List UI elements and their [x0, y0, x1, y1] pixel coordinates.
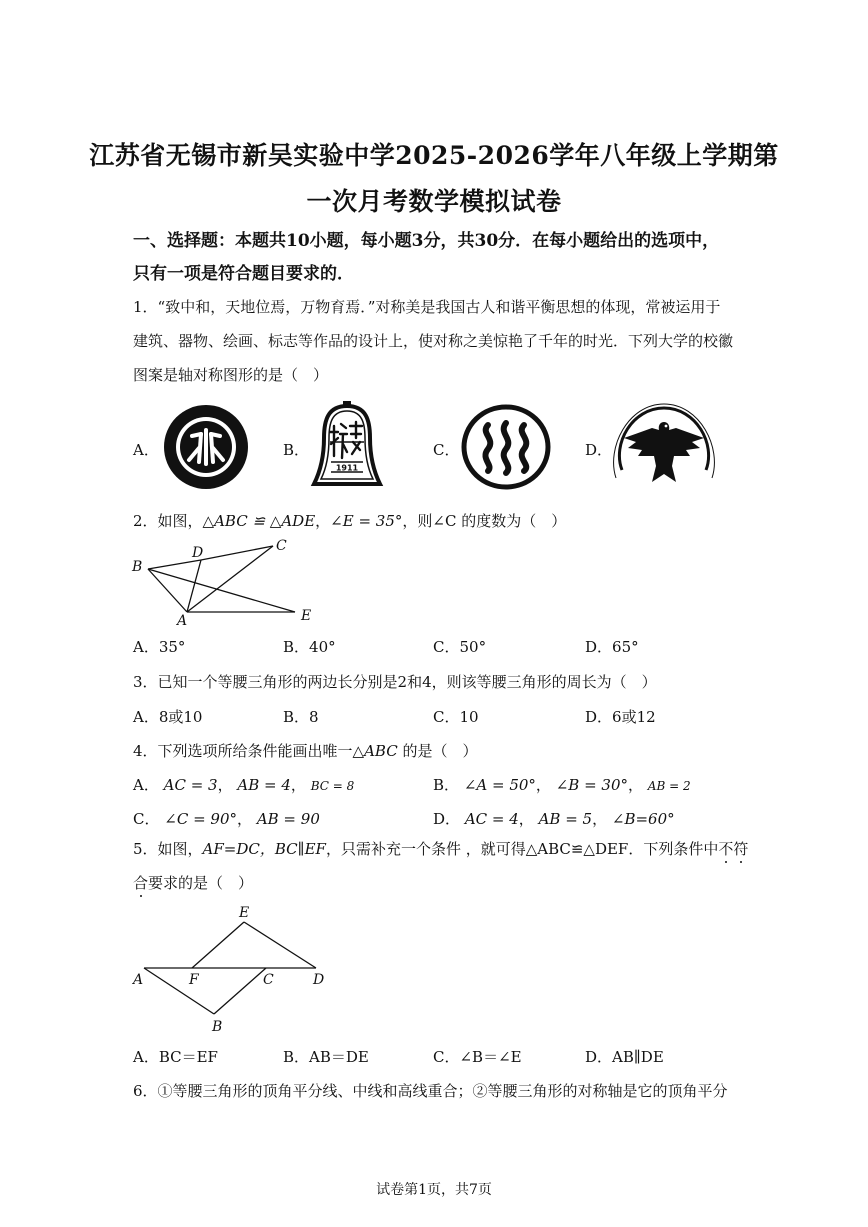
q5-line2	[133, 872, 253, 893]
q4-stem	[133, 740, 478, 761]
q5-label-f: F	[189, 972, 199, 988]
logo-b-image	[310, 398, 384, 492]
q2-triangle-figure	[128, 536, 328, 629]
q5-option-d: D．AB∥DE	[585, 1048, 664, 1066]
q4-stem-b: 的是（ ）	[397, 742, 478, 760]
section-heading-line2: 只有一项是符合题目要求的．	[133, 264, 354, 284]
q4-option-c-label: C．	[133, 810, 160, 828]
q2-label-c: C	[276, 538, 287, 554]
q4-option-c	[133, 808, 320, 829]
q4-option-d-label: D．	[433, 810, 461, 828]
q5-label-a: A	[133, 972, 144, 988]
q1-option-c-label: C．	[433, 441, 460, 459]
q5-emphasis-fu: 符	[733, 840, 749, 858]
q4-option-a-part2: AB = 4	[237, 776, 291, 794]
q1-option-d-label: D．	[585, 441, 613, 459]
q5-line1-cond: AF=DC，BC∥EF	[202, 840, 326, 858]
logo-d-image	[614, 404, 714, 488]
q2-stem	[133, 510, 566, 531]
exam-title-line2: 一次月考数学模拟试卷	[306, 187, 562, 216]
page-footer: 试卷第1页，共7页	[376, 1182, 492, 1198]
q4-option-b-part1: ∠A = 50°	[463, 776, 536, 794]
q4-option-a-label: A．	[133, 776, 159, 794]
q4-option-d-part3: ∠B=60°	[611, 810, 675, 828]
section-heading-line1: 一、选择题：本题共10小题，每小题3分，共30分．在每小题给出的选项中，	[133, 231, 720, 251]
q5-line2-rest: 要求的是（ ）	[148, 874, 254, 892]
q5-line1-a: 5．如图，	[133, 840, 203, 858]
q2-label-a: A	[177, 613, 188, 629]
q5-triangle-figure	[130, 902, 340, 1034]
exam-title-line1: 江苏省无锡市新吴实验中学2025-2026学年八年级上学期第	[89, 141, 779, 170]
q2-option-a: A．35°	[133, 638, 186, 656]
q4-option-b-comma1: ，	[535, 776, 551, 794]
q4-option-c-part1: ∠C = 90°	[164, 810, 238, 828]
q2-label-e: E	[301, 608, 312, 624]
q4-option-d-comma2: ，	[592, 810, 608, 828]
q2-label-d: D	[192, 545, 204, 561]
q4-stem-abc: ABC	[364, 742, 398, 760]
q2-option-b: B．40°	[283, 638, 336, 656]
logo-b-year: 1911	[335, 463, 359, 473]
q1-line1: 1．“致中和，天地位焉，万物育焉．”对称美是我国古人和谐平衡思想的体现，常被运用于	[133, 298, 721, 316]
q4-option-a-comma1: ，	[217, 776, 233, 794]
q4-option-a-comma2: ，	[290, 776, 306, 794]
q2-stem-b: ，则∠C 的度数为（ ）	[402, 512, 567, 530]
q4-stem-a: 4．下列选项所给条件能画出唯一△	[133, 742, 365, 760]
q2-option-c: C．50°	[433, 638, 487, 656]
q4-option-b	[433, 774, 691, 795]
q2-label-b: B	[132, 559, 143, 575]
q4-option-b-comma2: ，	[628, 776, 644, 794]
q2-angle: ∠E = 35°	[330, 512, 403, 530]
q3-stem: 3．已知一个等腰三角形的两边长分别是2和4，则该等腰三角形的周长为（ ）	[133, 673, 657, 691]
q4-option-b-label: B．	[433, 776, 460, 794]
q5-emphasis-bu: 不	[718, 840, 734, 858]
q5-emphasis-he: 合	[133, 874, 149, 892]
q4-option-b-part3: AB = 2	[647, 779, 691, 793]
q6-line1: 6．①等腰三角形的顶角平分线、中线和高线重合；②等腰三角形的对称轴是它的顶角平分	[133, 1082, 728, 1100]
q5-label-e: E	[239, 905, 250, 921]
q5-label-c: C	[263, 972, 274, 988]
q3-option-d: D．6或12	[585, 708, 656, 726]
q5-label-d: D	[313, 972, 325, 988]
q4-option-c-comma1: ，	[237, 810, 253, 828]
q2-congruence: △ABC ≌ △ADE	[202, 512, 316, 530]
logo-c-image	[462, 405, 550, 489]
q4-option-d-comma1: ，	[518, 810, 534, 828]
q4-option-d-part2: AB = 5	[538, 810, 593, 828]
q3-option-c: C．10	[433, 708, 479, 726]
q5-label-b: B	[212, 1019, 223, 1035]
q4-option-c-part2: AB = 90	[256, 810, 320, 828]
q1-line2: 建筑、器物、绘画、标志等作品的设计上，使对称之美惊艳了千年的时光．下列大学的校徽	[133, 332, 734, 350]
q5-line1	[133, 838, 748, 859]
q2-sep: ，	[315, 512, 331, 530]
q4-option-a-part3: BC = 8	[310, 779, 355, 793]
q2-option-d: D．65°	[585, 638, 639, 656]
q1-line3: 图案是轴对称图形的是（ ）	[133, 366, 329, 384]
q4-option-a	[133, 774, 354, 795]
q5-option-a: A．BC＝EF	[133, 1048, 218, 1066]
q5-option-c: C．∠B＝∠E	[433, 1048, 522, 1066]
q2-stem-a: 2．如图，	[133, 512, 203, 530]
q4-option-a-part1: AC = 3	[163, 776, 218, 794]
q4-option-d	[433, 808, 675, 829]
q5-option-b: B．AB＝DE	[283, 1048, 369, 1066]
q4-option-b-part2: ∠B = 30°	[555, 776, 628, 794]
q1-option-a-label: A．	[133, 441, 159, 459]
q3-option-b: B．8	[283, 708, 319, 726]
q3-option-a: A．8或10	[133, 708, 203, 726]
q4-option-d-part1: AC = 4	[464, 810, 519, 828]
q5-line1-b: ，只需补充一个条件 ，就可得△ABC≌△DEF．下列条件中	[325, 840, 719, 858]
q1-option-b-label: B．	[283, 441, 310, 459]
logo-a-image	[163, 404, 249, 490]
